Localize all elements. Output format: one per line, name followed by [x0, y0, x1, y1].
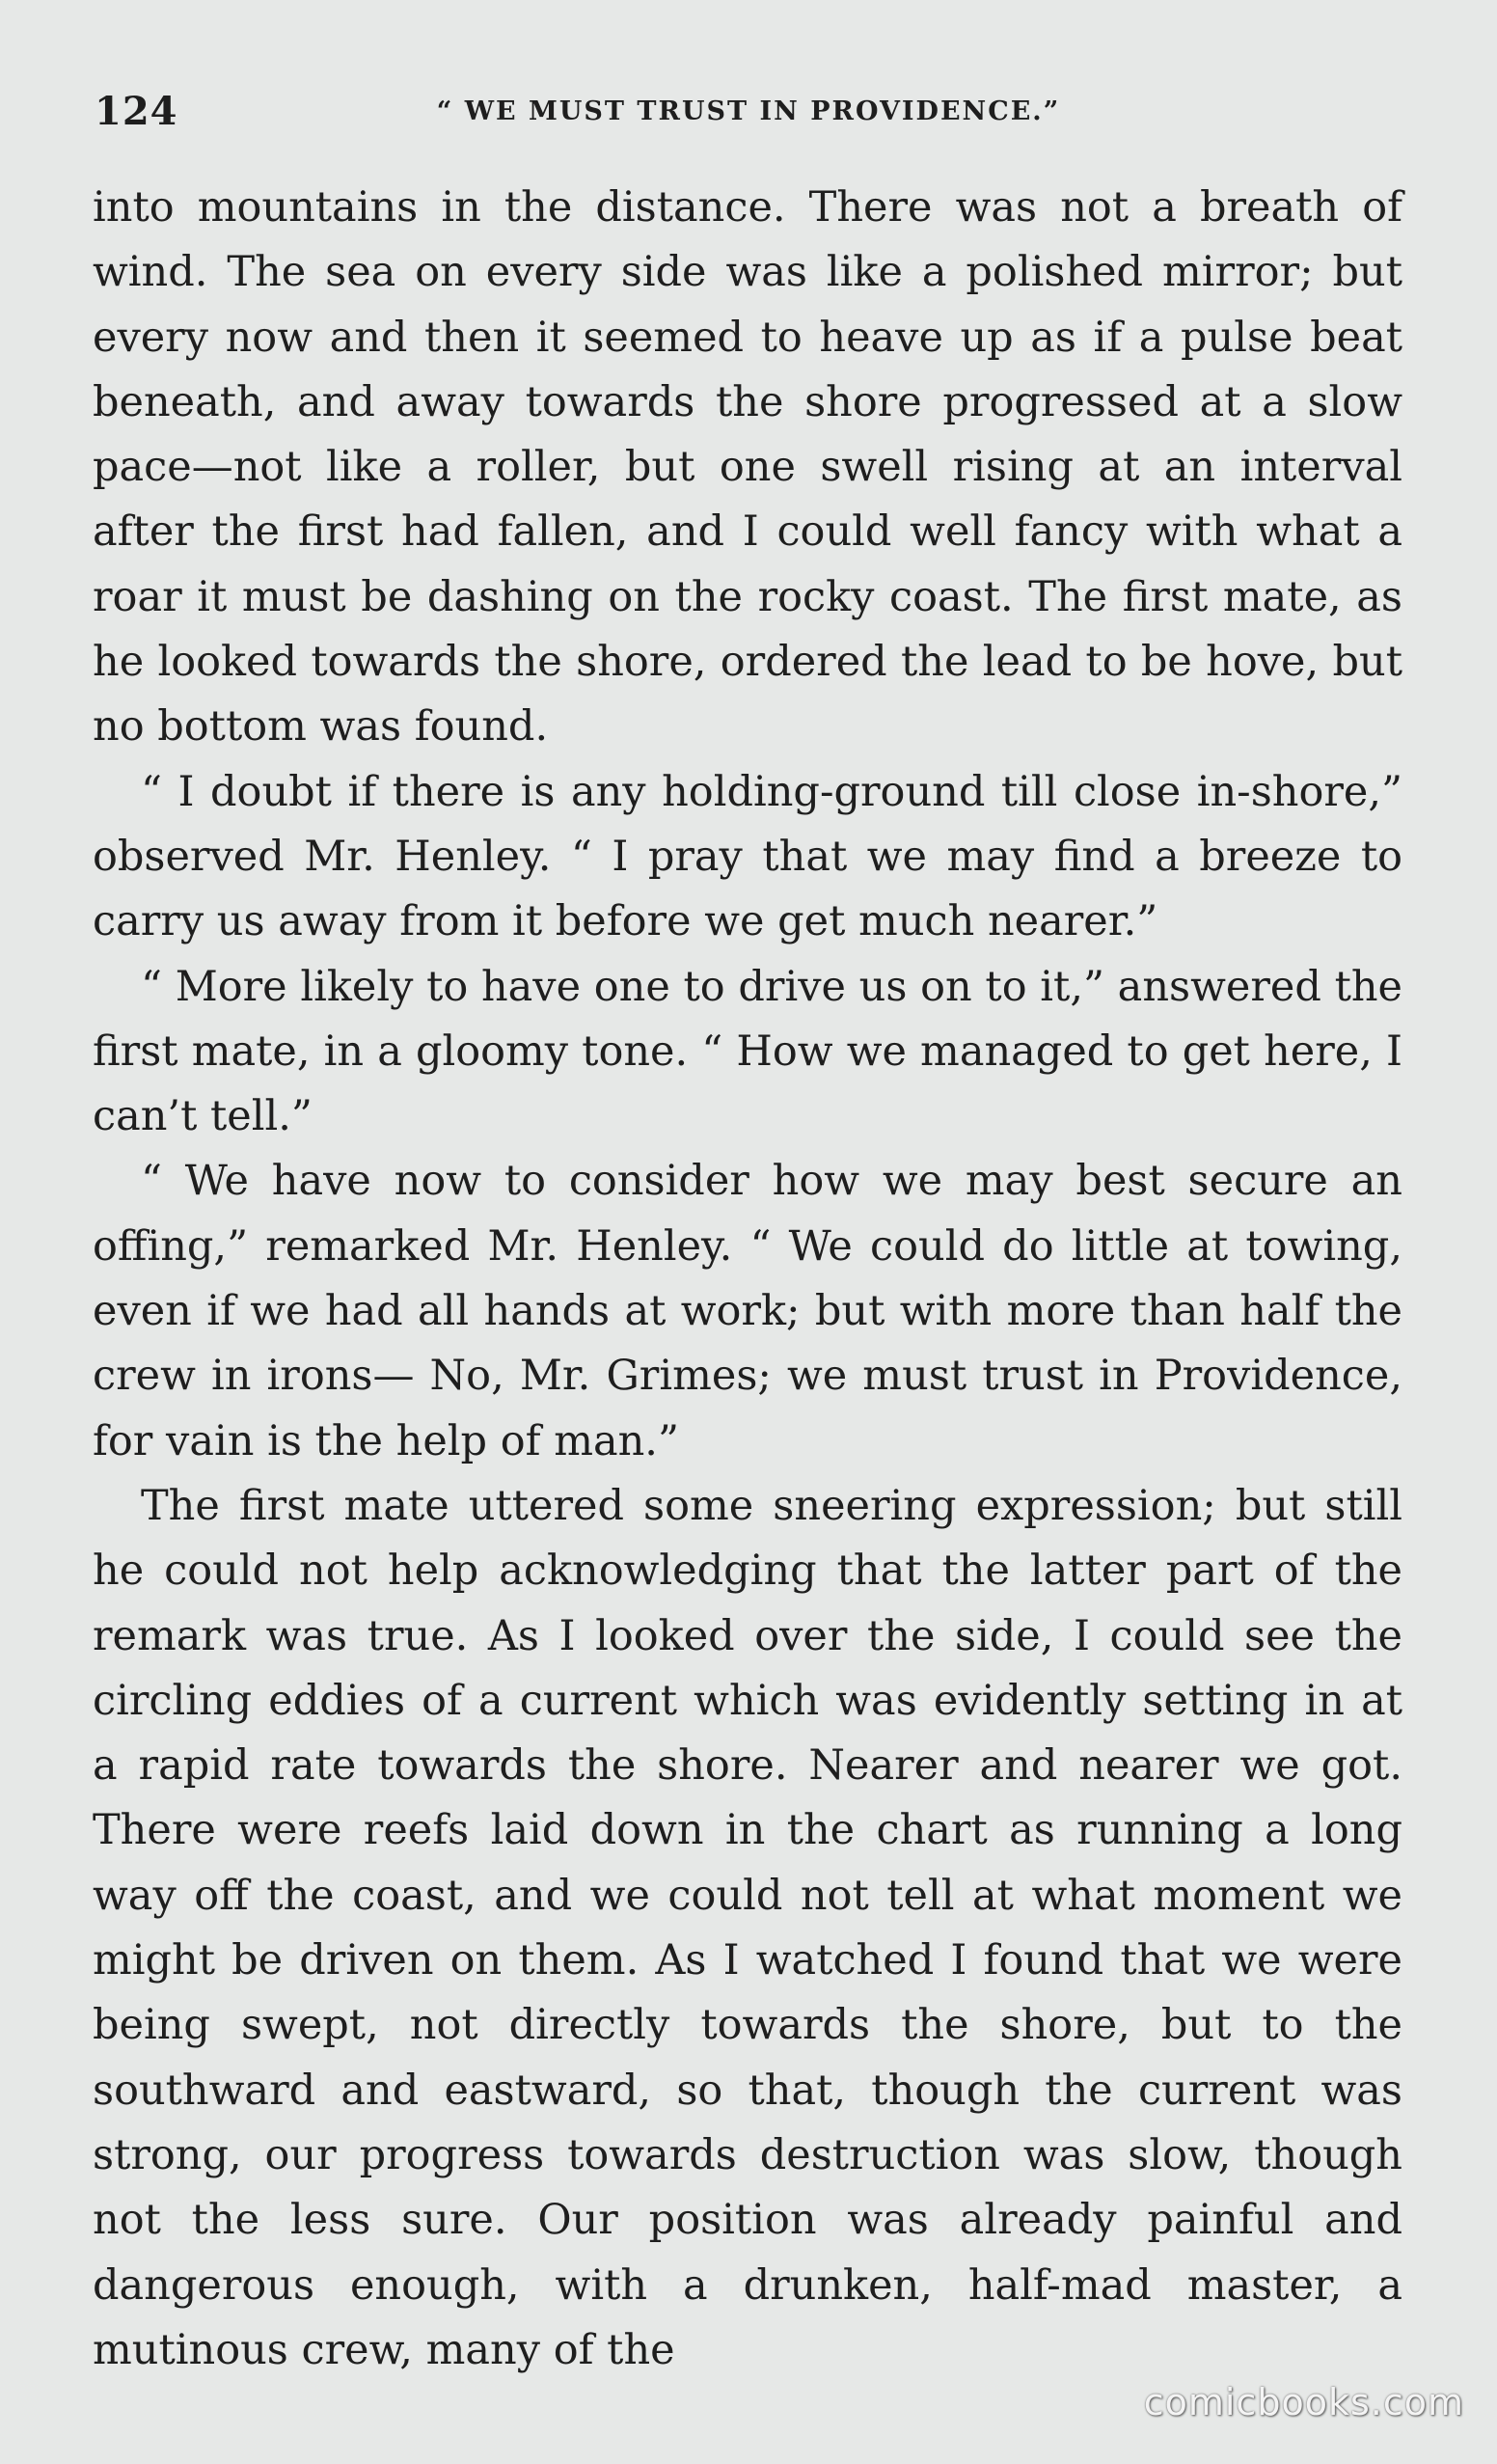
paragraph: “ I doubt if there is any holding-ground till close in-shore,” observed Mr. Henley. “ I pray that we may find a breeze to carry us away from it before we get much nearer.”: [93, 767, 1402, 946]
paragraph: The first mate uttered some sneering expression; but still he could not help acknowledging that the latter part of the remark was true. As I looked over the side, I could see the circling eddies of a current which was evidently setting in at a rapid rate towards the shore. Nearer and nearer we got. There were reefs laid down in the chart as running a long way off the coast, and we could not tell at what moment we might be driven on them. As I watched I found that we were being swept, not directly towards the shore, but to the southward and eastward, so that, though the current was strong, our progress towards destruction was slow, though not the less sure. Our position was already painful and dangerous enough, with a drunken, half-mad master, a mutinous crew, many of the: [93, 1481, 1402, 2374]
watermark: comicbooks.com: [1143, 2381, 1464, 2423]
running-head: “ WE MUST TRUST IN PROVIDENCE.”: [436, 96, 1061, 126]
body-text: [93, 176, 1402, 2383]
paragraph: into mountains in the distance. There was not a breath of wind. The sea on every side was like a polished mirror; but every now and then it seemed to heave up as if a pulse beat beneath, and away towards the shore progressed at a slow pace—not like a roller, but one swell rising at an interval after the first had fallen, and I could well fancy with what a roar it must be dashing on the rocky coast. The first mate, as he looked towards the shore, ordered the lead to be hove, but no bottom was found.: [93, 183, 1402, 752]
page-header: [95, 89, 1402, 147]
paragraph: “ More likely to have one to drive us on to it,” answered the first mate, in a gloomy tone. “ How we managed to get here, I can’t tell.”: [93, 962, 1402, 1141]
page-number: 124: [95, 89, 178, 134]
paragraph: “ We have now to consider how we may best secure an offing,” remarked Mr. Henley. “ We could do little at towing, even if we had all hands at work; but with more than half the crew in irons— No, Mr. Grimes; we must trust in Providence, for vain is the help of man.”: [93, 1157, 1402, 1465]
